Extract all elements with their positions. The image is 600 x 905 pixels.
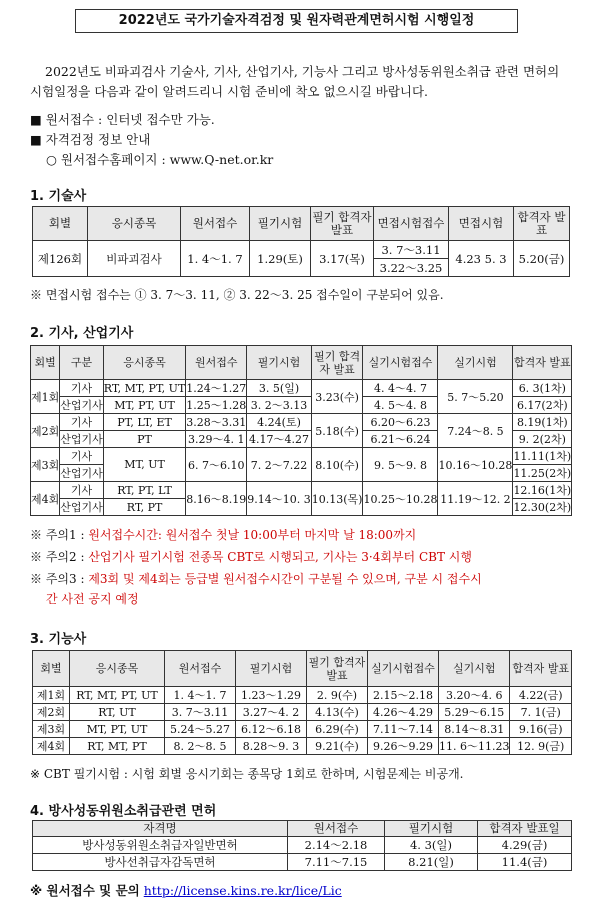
cell: 2.15～2.18 (368, 687, 439, 704)
cell: 제2회 (33, 704, 70, 721)
cell: 9.26～9.29 (368, 738, 439, 755)
section2-note3-cont: 간 사전 공지 예정 (46, 592, 139, 606)
cell: 1.24～1.27 (186, 380, 247, 397)
cell: 산업기사 (60, 465, 104, 482)
cell: 1.23～1.29 (236, 687, 307, 704)
th: 실기시험 (438, 346, 513, 380)
cell: 8.28～9. 3 (236, 738, 307, 755)
section2-note3 (30, 570, 482, 587)
cell: 5. 7～5.20 (438, 380, 513, 414)
cell: RT, PT (103, 499, 186, 516)
th: 응시종목 (70, 651, 165, 687)
cell: 제1회 (33, 687, 70, 704)
th: 응시종목 (103, 346, 186, 380)
cell: 기사 (60, 414, 104, 431)
cell: 4. 5～4. 8 (363, 397, 438, 414)
section3-note: ※ CBT 필기시험 : 시험 회별 응시기회는 종목당 1회로 한하며, 시험문제는 비공개. (30, 767, 464, 781)
th: 필기 합격자 발표 (307, 651, 368, 687)
cell: 9.14～10. 3 (247, 482, 311, 516)
cell: 8.14～8.31 (439, 721, 510, 738)
cell: 1. 4～1. 7 (165, 687, 236, 704)
cell: 6. 3(1차) (513, 380, 572, 397)
th: 응시종목 (88, 207, 181, 241)
cell: 11.25(2차) (513, 465, 572, 482)
cell: 1. 4～1. 7 (181, 241, 250, 277)
cell: 4. 4～4. 7 (363, 380, 438, 397)
cell: RT, MT, PT, UT (103, 381, 186, 395)
cell: 11.4(금) (478, 854, 572, 871)
cell: 4.23 5. 3 (449, 241, 514, 277)
cell: 7.11～7.14 (368, 721, 439, 738)
cell: 12.30(2차) (513, 499, 572, 516)
th: 원서접수 (288, 821, 385, 837)
cell: 3.29～4. 1 (186, 431, 247, 448)
footer (30, 881, 342, 899)
cell: 기사 (60, 448, 104, 465)
cell: 6.17(2차) (513, 397, 572, 414)
bullet-application: ■ 원서접수 : 인터넷 접수만 가능. (30, 112, 215, 127)
section2-note1 (30, 526, 416, 543)
th: 필기 합격자 발표 (311, 207, 374, 241)
table-engineer-pe (32, 206, 570, 277)
section1-note: ※ 면접시험 접수는 ① 3. 7～3. 11, ② 3. 22～3. 25 접수일이 구분되어 있음. (30, 288, 444, 302)
note-label: ※ 주의1 : (30, 528, 89, 542)
cell: 3.28～3.31 (186, 414, 247, 431)
cell: 4.22(금) (510, 687, 572, 704)
th: 합격자 발표 (514, 207, 570, 241)
note-text: 산업기사 필기시험 전종목 CBT로 시행되고, 기사는 3·4회부터 CBT 시행 (88, 550, 472, 564)
th: 실기시험접수 (363, 346, 438, 380)
cell: 4.26～4.29 (368, 704, 439, 721)
cell: 3.23(수) (311, 380, 363, 414)
cell: 2.14～2.18 (288, 837, 385, 854)
cell: PT, LT, ET (103, 414, 186, 431)
cell: 산업기사 (60, 499, 104, 516)
cell: 5.29～6.15 (439, 704, 510, 721)
th: 필기시험 (250, 207, 311, 241)
cell: 제126회 (33, 241, 88, 277)
intro-paragraph: 2022년도 비파괴검사 기술사, 기사, 산업기사, 기능사 그리고 방사성동위원소취급 관련 면허의 시험일정을 다음과 같이 알려드리니 시험 준비에 착오 없으시길 바랍니다. (30, 64, 560, 99)
th: 회별 (33, 651, 70, 687)
cell: 제3회 (31, 448, 60, 482)
note-text: 제3회 및 제4회는 등급별 원서접수시간이 구분될 수 있으며, 구분 시 접수시 (88, 572, 482, 586)
cell: 8.10(수) (311, 448, 363, 482)
cell: 7. 2～7.22 (247, 448, 311, 482)
cell: 비파괴검사 (88, 241, 181, 277)
table-craftsman (32, 650, 572, 755)
cell: 9.16(금) (510, 721, 572, 738)
cell: 5.20(금) (514, 241, 570, 277)
cell: 방사선취급자감독면허 (33, 854, 288, 871)
th: 원서접수 (165, 651, 236, 687)
th: 필기시험 (385, 821, 478, 837)
th: 필기 합격자 발표 (311, 346, 363, 380)
th: 구분 (60, 346, 104, 380)
cell: 9. 5～9. 8 (363, 448, 438, 482)
cell: MT, PT, UT (70, 721, 165, 738)
cell: 3. 7～3.11 (165, 704, 236, 721)
cell: 산업기사 (60, 431, 104, 448)
th: 회별 (33, 207, 88, 241)
cell: 3.22～3.25 (374, 259, 449, 277)
th: 원서접수 (181, 207, 250, 241)
cell: 제4회 (31, 482, 60, 516)
cell: 산업기사 (60, 397, 104, 414)
cell: 11.19～12. 2 (438, 482, 513, 516)
cell: 제2회 (31, 414, 60, 448)
th: 필기시험 (236, 651, 307, 687)
cell: 6.12～6.18 (236, 721, 307, 738)
cell: 7. 1(금) (510, 704, 572, 721)
cell: 10.13(목) (311, 482, 363, 516)
table-engineer (30, 345, 572, 516)
cell: 10.16～10.28 (438, 448, 513, 482)
cell: 11. 6～11.23 (439, 738, 510, 755)
cell: 7.11～7.15 (288, 854, 385, 871)
th: 합격자 발표 (510, 651, 572, 687)
cell: 8. 2～8. 5 (165, 738, 236, 755)
cell: 3. 2～3.13 (247, 397, 311, 414)
cell: 4.24(토) (247, 414, 311, 431)
cell: 6.21～6.24 (363, 431, 438, 448)
note-label: ※ 주의2 : (30, 550, 89, 564)
cell: 4.13(수) (307, 704, 368, 721)
section2-heading: 2. 기사, 산업기사 (30, 326, 134, 341)
cell: 2. 9(수) (307, 687, 368, 704)
cell: 제4회 (33, 738, 70, 755)
note-text: 원서접수시간: 원서접수 첫날 10:00부터 마지막 날 18:00까지 (88, 528, 417, 542)
cell: 1.29(토) (250, 241, 311, 277)
th: 면접시험 (449, 207, 514, 241)
cell: 8.19(1차) (513, 414, 572, 431)
section1-heading: 1. 기술사 (30, 189, 87, 204)
cell: MT, PT, UT (103, 397, 186, 414)
cell: 기사 (60, 380, 104, 397)
cell: 12.16(1차) (513, 482, 572, 499)
cell: 제1회 (31, 380, 60, 414)
cell: 방사성동위원소취급자일반면허 (33, 837, 288, 854)
cell: 기사 (60, 482, 104, 499)
cell: 제3회 (33, 721, 70, 738)
cell: 3. 7～3.11 (374, 241, 449, 259)
cell: RT, UT (70, 704, 165, 721)
th: 자격명 (33, 821, 288, 837)
th: 합격자 발표일 (478, 821, 572, 837)
note-label: ※ 주의3 : (30, 572, 89, 586)
cell: 6. 7～6.10 (186, 448, 247, 482)
bullet-info: ■ 자격검정 정보 안내 (30, 132, 151, 147)
cell: RT, MT, PT, UT (70, 687, 165, 704)
cell: PT (103, 431, 186, 448)
cell: 11.11(1차) (513, 448, 572, 465)
cell: 7.24～8. 5 (438, 414, 513, 448)
cell: 3.27～4. 2 (236, 704, 307, 721)
page-title: 2022년도 국가기술자격검정 및 원자력관계면허시험 시행일정 (75, 9, 518, 33)
cell: 4. 3(일) (385, 837, 478, 854)
th: 실기시험 (439, 651, 510, 687)
table-license (32, 820, 572, 871)
cell: MT, UT (103, 448, 186, 482)
th: 회별 (31, 346, 60, 380)
footer-label: ※ 원서접수 및 문의 (30, 883, 140, 898)
th: 원서접수 (186, 346, 247, 380)
th: 필기시험 (247, 346, 311, 380)
cell: 3.17(목) (311, 241, 374, 277)
cell: 4.29(금) (478, 837, 572, 854)
license-link[interactable]: http://license.kins.re.kr/lice/Lic (143, 883, 342, 898)
cell: 6.29(수) (307, 721, 368, 738)
cell: 5.18(수) (311, 414, 363, 448)
cell: 10.25～10.28 (363, 482, 438, 516)
cell: 12. 9(금) (510, 738, 572, 755)
section2-note2 (30, 548, 472, 565)
cell: 3. 5(일) (247, 380, 311, 397)
bullet-homepage: ○ 원서접수홈페이지 : www.Q-net.or.kr (46, 152, 274, 167)
section3-heading: 3. 기능사 (30, 632, 87, 647)
cell: RT, MT, PT (70, 738, 165, 755)
th: 합격자 발표 (513, 346, 572, 380)
th: 면접시험접수 (374, 207, 449, 241)
section4-heading: 4. 방사성동위원소취급관련 면허 (30, 804, 217, 819)
cell: 4.17～4.27 (247, 431, 311, 448)
cell: 8.16～8.19 (186, 482, 247, 516)
cell: 8.21(일) (385, 854, 478, 871)
cell: 9. 2(2차) (513, 431, 572, 448)
cell: 3.20～4. 6 (439, 687, 510, 704)
cell: 9.21(수) (307, 738, 368, 755)
th: 실기시험접수 (368, 651, 439, 687)
cell: 1.25～1.28 (186, 397, 247, 414)
cell: RT, PT, LT (103, 482, 186, 499)
cell: 5.24～5.27 (165, 721, 236, 738)
cell: 6.20～6.23 (363, 414, 438, 431)
